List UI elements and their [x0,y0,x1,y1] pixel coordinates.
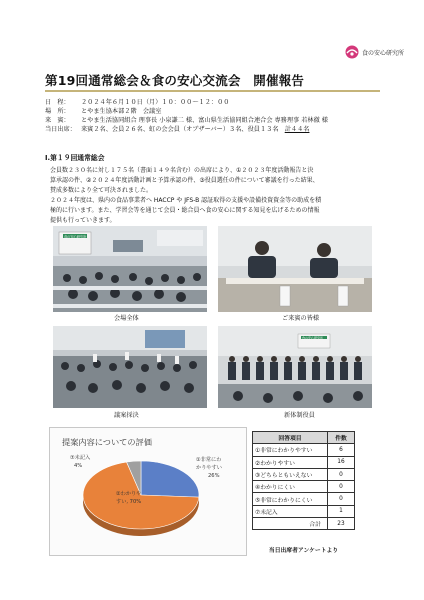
row-item: ②わかりやすい [253,456,328,468]
info-date-value: ２０２４年６月１０日（月）１０：００～１２：００ [81,99,230,106]
pie-slice-1 [141,461,199,497]
voting-photo-image [53,326,207,408]
body-line: 賛成多数により全て可決されました。 [50,187,153,194]
logo-text: 食の安心研究所 [362,50,405,57]
row-count: 0 [328,468,355,480]
officers-photo-image [218,326,372,408]
photo-officers-caption: 新体制役員 [284,412,315,419]
row-item: ④わかりにくい [253,481,328,493]
slice-label-line: ⑦未記入 [70,455,91,461]
info-date-key: 日 程： [45,99,70,106]
info-date [45,99,230,107]
slice-label-line: かりやすい [196,465,222,471]
table-footnote: 当日出席者アンケートより [268,548,339,554]
org-logo [344,44,418,66]
table-row [253,456,355,468]
table-row [253,444,355,456]
header-count: 件数 [328,432,355,444]
body-line: 提供も行っていきます。 [50,217,116,224]
results-table [252,431,355,530]
info-attendance [45,126,309,134]
info-place [45,108,161,116]
header-item: 回答項目 [253,432,328,444]
photo-guests-caption: ご来賓の皆様 [282,315,320,322]
slice-label-line: ①非常にわ [196,457,222,463]
photo-voting-caption: 議案採決 [114,412,139,419]
page-title: 第19回通常総会＆食の安心交流会 開催報告 [45,73,305,88]
row-item: ③どちらともいえない [253,468,328,480]
info-guests [45,117,328,125]
slice-label-line: 26% [208,473,220,479]
row-item: ⑤非常にわかりにくい [253,493,328,505]
info-attendance-total: 計４４名 [284,126,310,133]
pie-chart [49,427,245,554]
info-attendance-key: 当日出席： [45,126,76,133]
row-count: 1 [328,505,355,517]
slice-label-line: すい, 70% [116,499,142,505]
body-line: 算承認の件、②２０２４年度活動計画と予算承認の件、③役員選任の件について審議を行った結果、 [50,177,319,184]
body-line: ２０２４年度は、県内の食品事業者へ HACCP や JFS-B 認証取得の支援や設備投資資金等の助成を積 [50,197,322,204]
row-item: ①非常にわかりやすい [253,444,328,456]
table-row [253,493,355,505]
photo-voting [53,326,207,408]
table-header-row [253,432,355,444]
section-heading: Ⅰ.第１９回通常総会 [45,154,105,162]
row-count: 0 [328,493,355,505]
info-place-key: 場 所： [45,108,70,115]
photo-venue-caption: 会場全体 [114,315,139,322]
table-row [253,505,355,517]
venue-banner-text: 食の安心研究所 [64,235,87,239]
info-guests-key: 来 賓： [45,117,70,124]
table-row [253,468,355,480]
officers-banner-text: 食の安心研究所 [302,336,324,340]
guests-photo-image [218,226,372,312]
photo-guests [218,226,372,312]
table-total-row [253,518,355,530]
row-count: 0 [328,481,355,493]
slice-label-line: ②わかりや [116,491,142,497]
info-guests-value: とやま生活協同組合 理事長 小泉謙二 様、富山県生活協同組合連合会 専務理事 若林徹 様 [81,117,328,124]
body-line: 極的に行います。また、学習会等を通じて会員・総合員へ食の安心に関する知見を広げるための情報 [50,207,320,214]
slice-label-blank [70,454,90,470]
slice-label-line: 4% [74,463,83,469]
row-count: 16 [328,456,355,468]
slice-label-very-clear [196,456,222,480]
photo-venue [53,226,207,312]
photo-officers [218,326,372,408]
row-count: 6 [328,444,355,456]
row-item: ⑦未記入 [253,505,328,517]
total-label: 合計 [253,518,328,530]
info-attendance-value: 来賓２名、会員２６名、虹の会会員（オブザーバー）３名、役員１３名 [81,126,285,133]
slice-label-clear [116,490,141,506]
title-divider [45,90,380,92]
table-row [253,481,355,493]
total-count: 23 [328,518,355,530]
info-place-value: とやま生協本部２階 会議室 [81,108,162,115]
logo-mark-icon [344,45,360,59]
body-line: 会員数２３０名に対し１７５名（書面１４９名含む）の出席により、①２０２３年度活動報告と決 [50,167,314,174]
chart-title: 提案内容についての評価 [62,437,152,447]
